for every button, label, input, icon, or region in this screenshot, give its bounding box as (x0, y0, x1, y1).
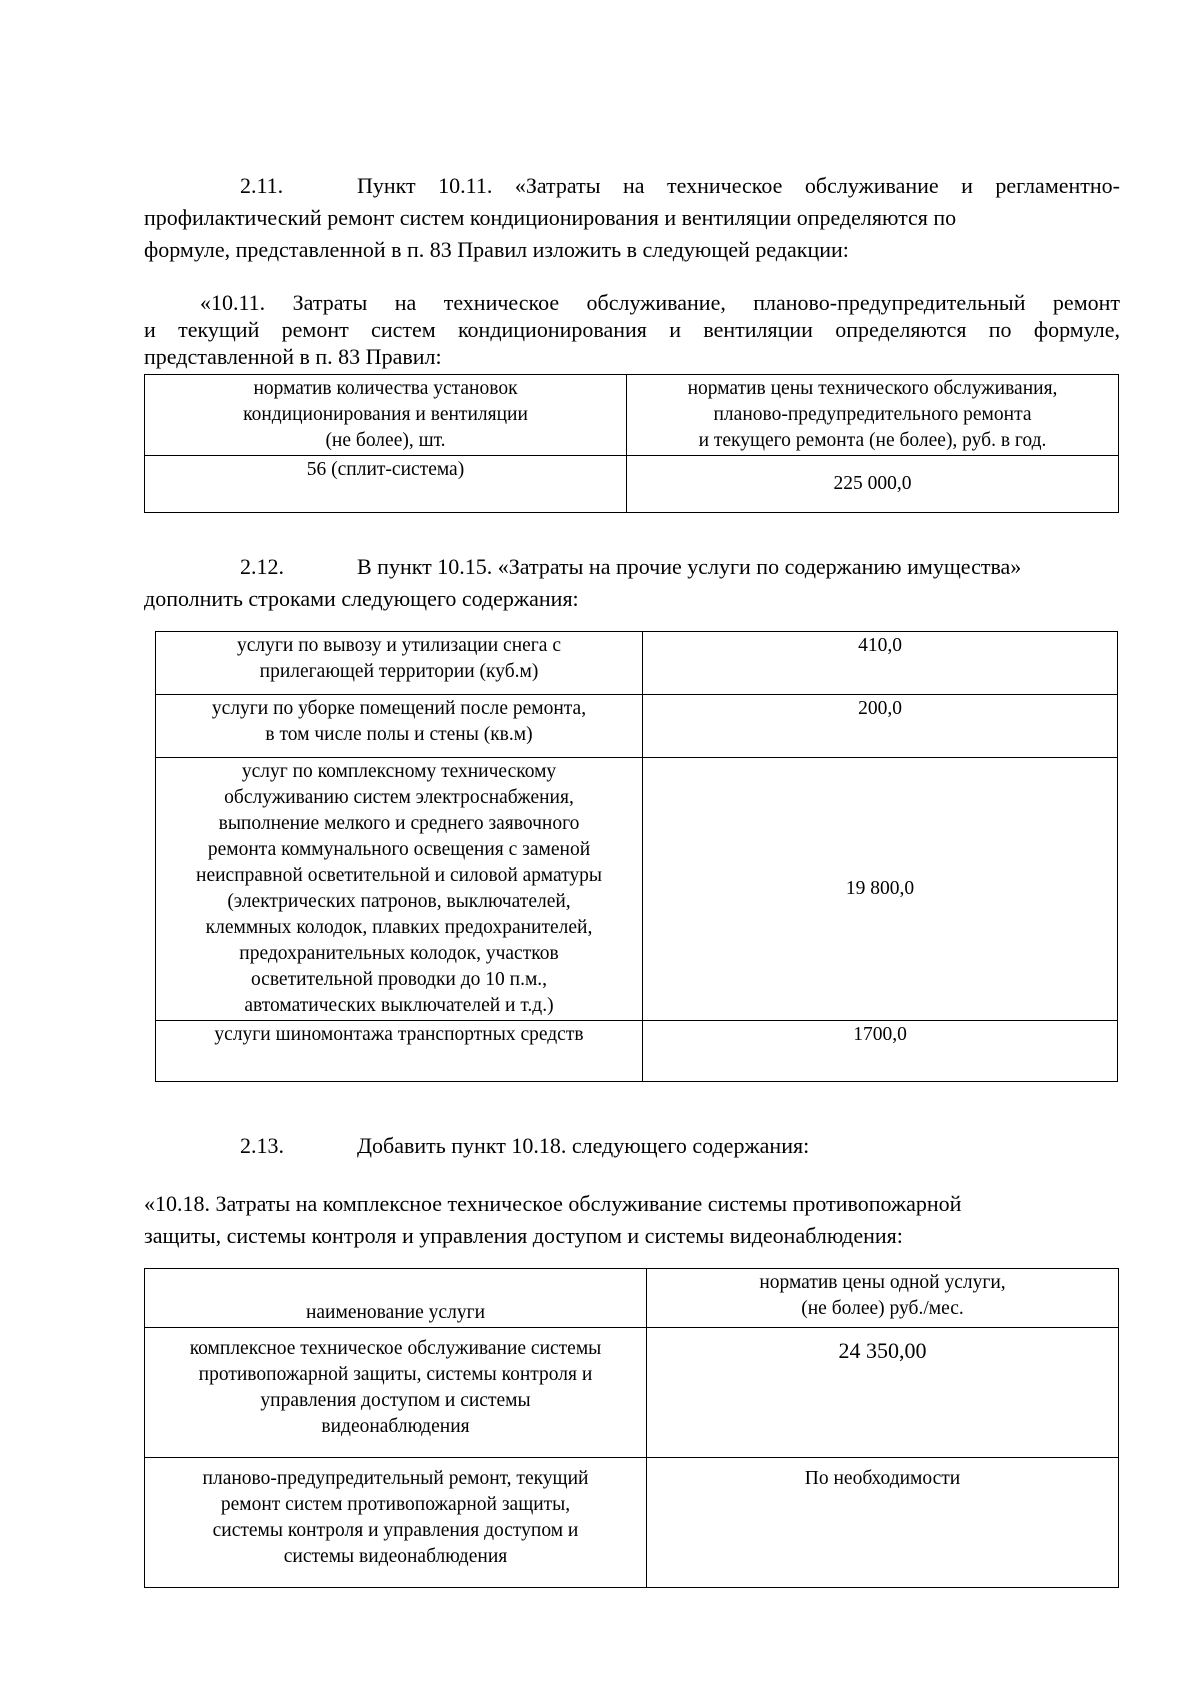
table-cell: 200,0 (643, 695, 1118, 758)
table-fire-protection (144, 1268, 1119, 1588)
table-row (156, 695, 1118, 758)
quote-10-11 (144, 289, 1120, 370)
quote-text: защиты, системы контроля и управления доступом и системы видеонаблюдения: (144, 1223, 903, 1248)
header-cell: норматив количества установок кондиционирования и вентиляции (не более), шт. (145, 375, 627, 456)
table-cell: услуги шиномонтажа транспортных средств (156, 1021, 643, 1082)
section-text: Добавить пункт 10.18. следующего содержания: (357, 1133, 810, 1158)
table-row (145, 456, 1119, 513)
table-row (145, 1328, 1119, 1458)
header-cell: наименование услуги (145, 1269, 647, 1328)
quote-text: «10.11. Затраты на техническое обслуживание, планово-предупредительный ремонт (200, 290, 1120, 315)
table-cell: 24 350,00 (647, 1328, 1119, 1458)
table-other-services (155, 631, 1118, 1082)
table-cell: планово-предупредительный ремонт, текущий ремонт систем противопожарной защиты, системы контроля и управления доступом и системы видеонаблюдения (145, 1458, 647, 1588)
section-number: 2.13. (240, 1133, 284, 1158)
table-cell: услуг по комплексному техническому обслуживанию систем электроснабжения, выполнение мелкого и среднего заявочного ремонта коммунального освещения с заменой неисправной осветительной и силовой арматуры (электрических патронов, выключателей, клеммных колодок, плавких предохранителей, предохранительных колодок, участков осветительной проводки до 10 п.м., автоматических выключателей и т.д.) (156, 758, 643, 1021)
quote-text: «10.18. Затраты на комплексное техническое обслуживание системы противопожарной (144, 1191, 962, 1216)
header-cell: норматив цены одной услуги, (не более) руб./мес. (647, 1269, 1119, 1328)
table-row (156, 758, 1118, 1021)
quote-text: и текущий ремонт систем кондиционирования и вентиляции определяются по формуле, (144, 317, 1120, 342)
section-number: 2.11. (240, 173, 284, 198)
table-header-row (145, 375, 1119, 456)
quote-text: представленной в п. 83 Правил: (144, 344, 442, 369)
table-cell: 1700,0 (643, 1021, 1118, 1082)
table-row (156, 1021, 1118, 1082)
section-2-12 (144, 551, 1120, 615)
table-cell: комплексное техническое обслуживание системы противопожарной защиты, системы контроля и управления доступом и системы видеонаблюдения (145, 1328, 647, 1458)
table-norms-conditioning (144, 374, 1119, 513)
table-row (156, 632, 1118, 695)
section-number: 2.12. (240, 554, 284, 579)
section-text: формуле, представленной в п. 83 Правил изложить в следующей редакции: (144, 237, 849, 262)
table-header-row (145, 1269, 1119, 1328)
section-2-13 (144, 1130, 1120, 1162)
table-cell: 225 000,0 (627, 456, 1119, 513)
header-cell: норматив цены технического обслуживания, планово-предупредительного ремонта и текущего ремонта (не более), руб. в год. (627, 375, 1119, 456)
table-cell: услуги по уборке помещений после ремонта, в том числе полы и стены (кв.м) (156, 695, 643, 758)
section-text: дополнить строками следующего содержания: (144, 586, 579, 611)
quote-10-18 (144, 1188, 1120, 1252)
section-text: В пункт 10.15. «Затраты на прочие услуги по содержанию имущества» (357, 554, 1022, 579)
table-cell: 56 (сплит-система) (145, 456, 627, 513)
table-cell: 410,0 (643, 632, 1118, 695)
table-cell: услуги по вывозу и утилизации снега с прилегающей территории (куб.м) (156, 632, 643, 695)
section-text: Пункт 10.11. «Затраты на техническое обслуживание и регламентно- (357, 173, 1120, 198)
section-2-11 (144, 170, 1120, 266)
table-cell: 19 800,0 (643, 758, 1118, 1021)
section-text: профилактический ремонт систем кондиционирования и вентиляции определяются по (144, 205, 957, 230)
table-row (145, 1458, 1119, 1588)
table-cell: По необходимости (647, 1458, 1119, 1588)
